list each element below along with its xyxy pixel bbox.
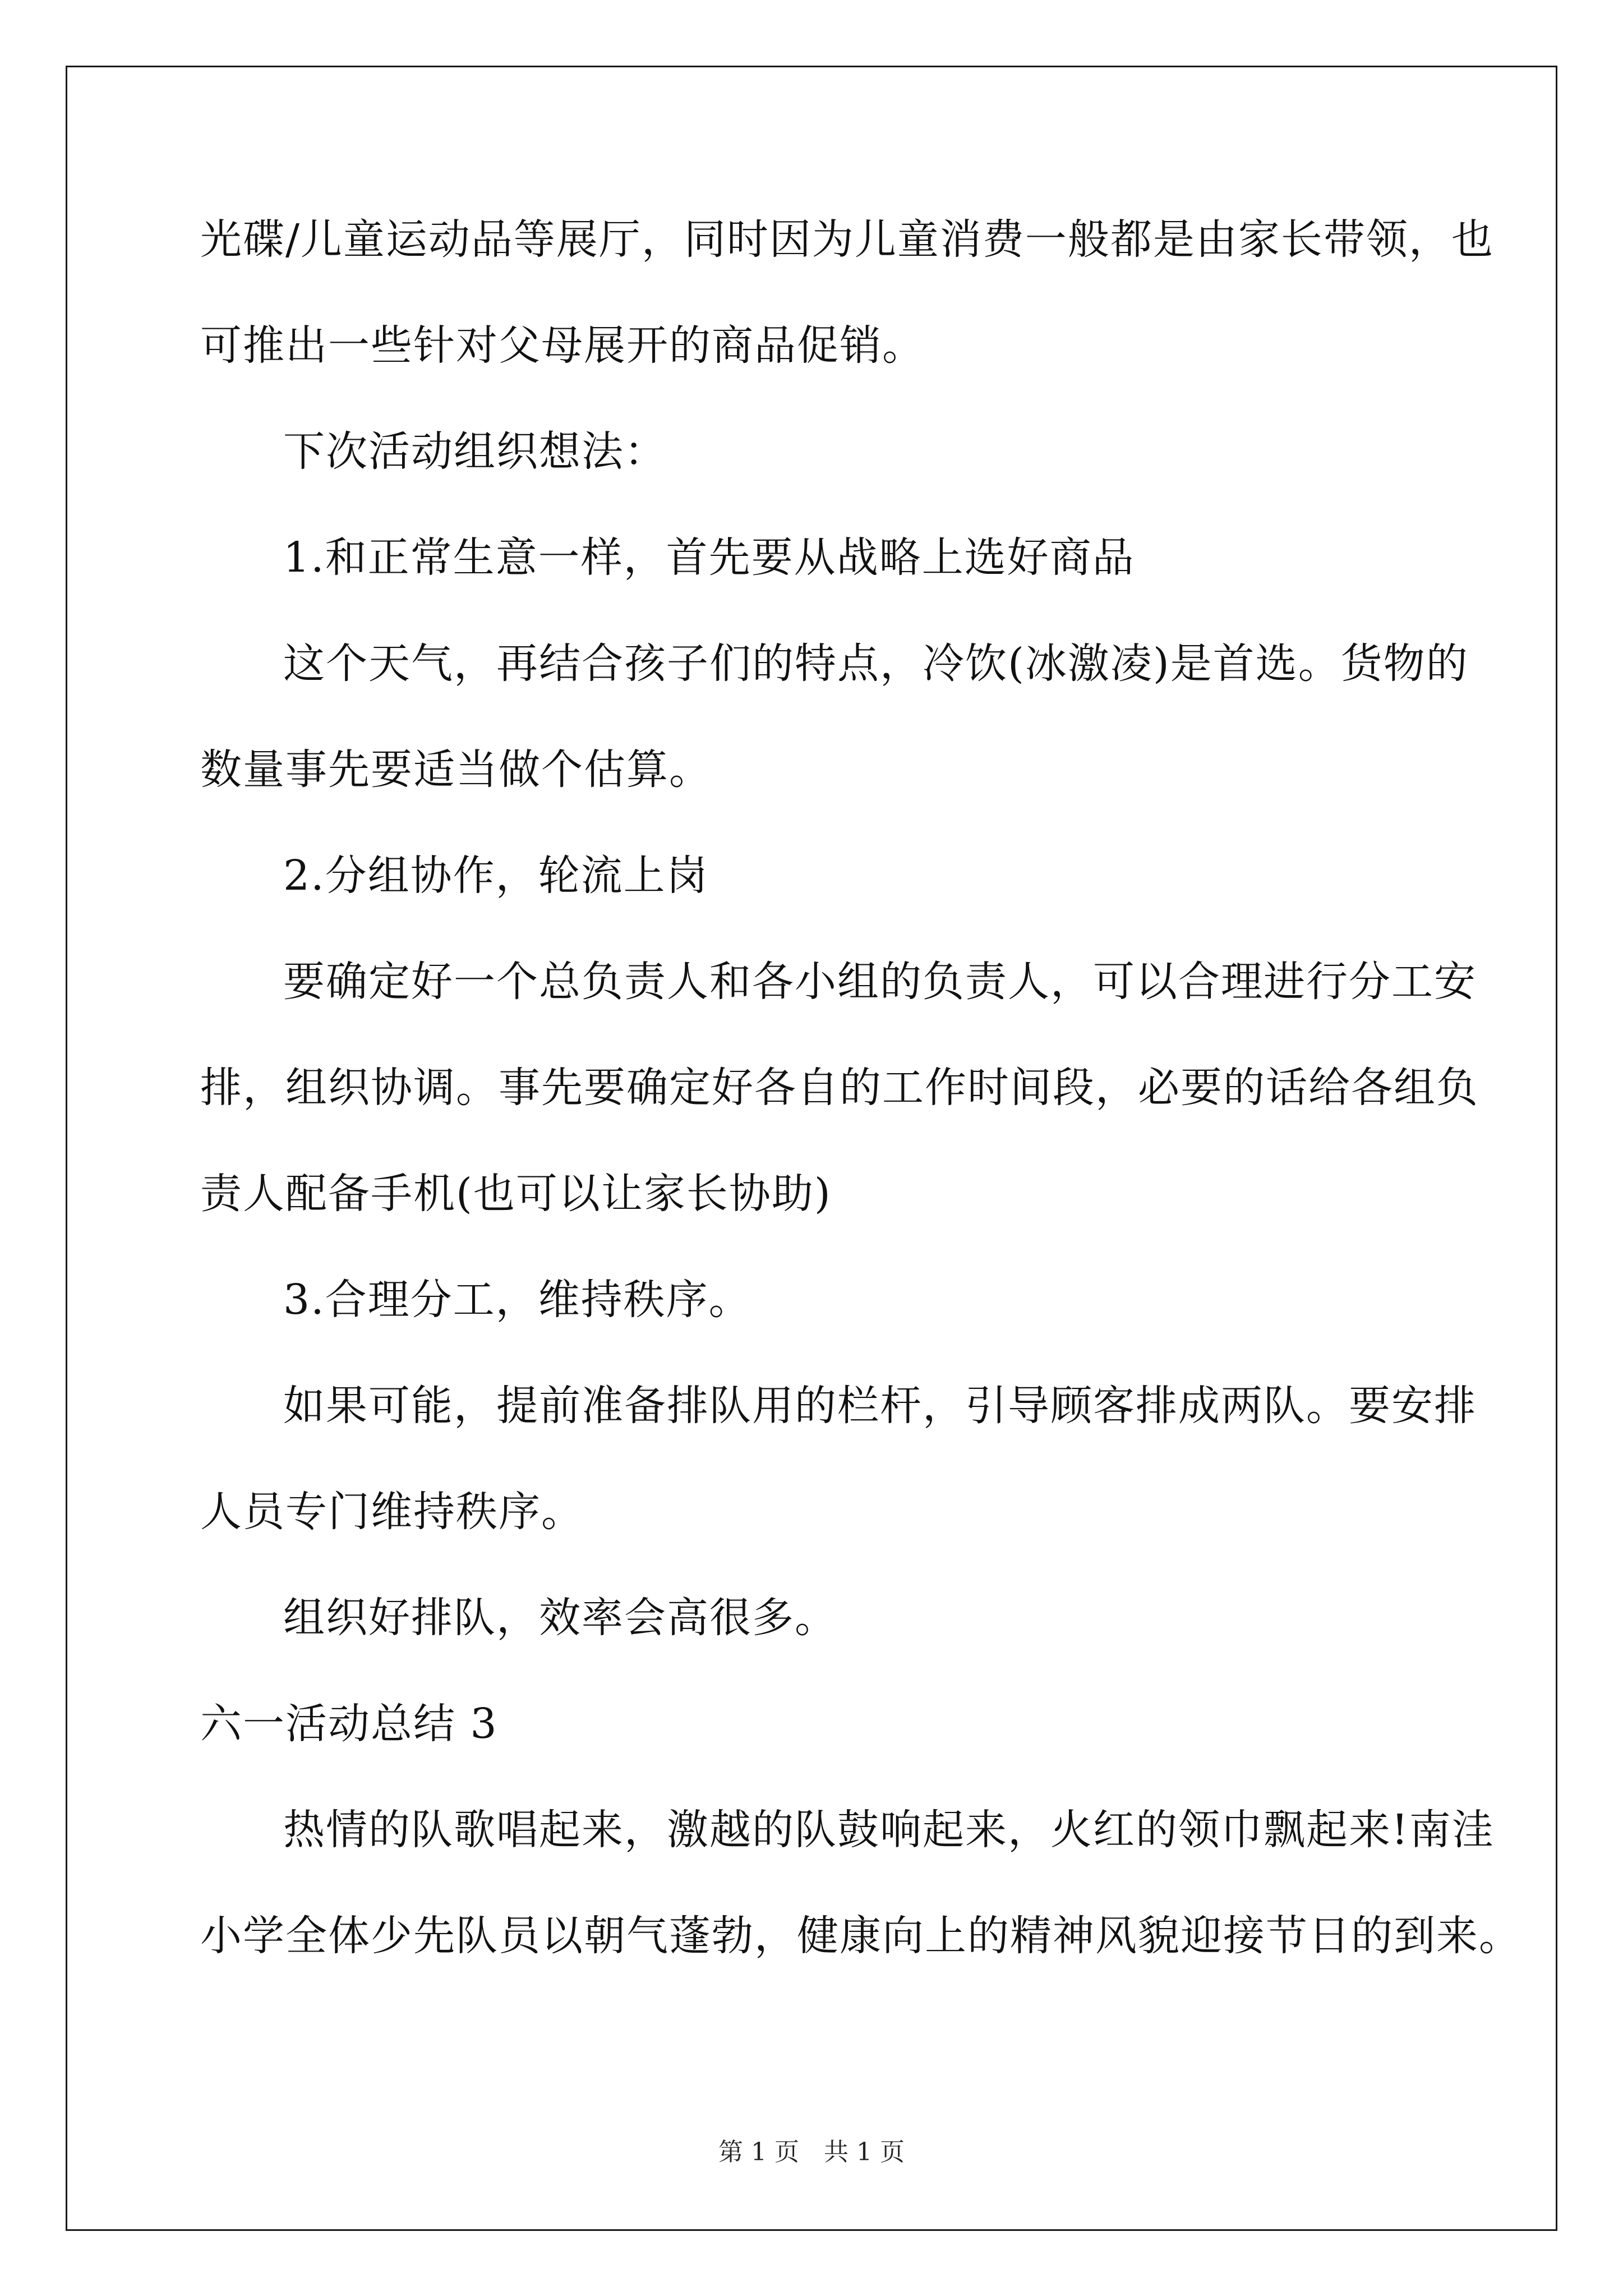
paragraph-line: 可推出一些针对父母展开的商品促销。	[200, 321, 925, 370]
list-item-heading: 2.分组协作，轮流上岗	[283, 852, 709, 900]
section-title: 六一活动总结 3	[200, 1700, 498, 1748]
paragraph-line: 热情的队歌唱起来，激越的队鼓响起来，火红的领巾飘起来!南洼	[283, 1806, 1495, 1854]
page-footer: 第 1 页 共 1 页	[718, 2138, 905, 2166]
paragraph-line: 组织好排队，效率会高很多。	[283, 1594, 837, 1642]
paragraph-line: 如果可能，提前准备排队用的栏杆，引导顾客排成两队。要安排	[283, 1382, 1477, 1430]
paragraph-line: 数量事先要适当做个估算。	[200, 746, 712, 794]
paragraph-line: 排，组织协调。事先要确定好各自的工作时间段，必要的话给各组负	[200, 1064, 1479, 1112]
paragraph-line: 责人配备手机(也可以让家长协助)	[200, 1170, 832, 1218]
paragraph-line: 要确定好一个总负责人和各小组的负责人，可以合理进行分工安	[283, 958, 1477, 1006]
paragraph-line: 小学全体少先队员以朝气蓬勃，健康向上的精神风貌迎接节日的到来。	[200, 1912, 1521, 1960]
paragraph-line: 人员专门维持秩序。	[200, 1488, 584, 1536]
document-body	[200, 215, 1521, 2021]
list-item-heading: 1.和正常生意一样，首先要从战略上选好商品	[283, 533, 1135, 582]
paragraph-line: 这个天气，再结合孩子们的特点，冷饮(冰激凌)是首选。货物的	[283, 639, 1469, 688]
paragraph-line: 光碟/儿童运动品等展厅，同时因为儿童消费一般都是由家长带领，也	[200, 215, 1494, 264]
section-heading: 下次活动组织想法：	[283, 427, 667, 476]
list-item-heading: 3.合理分工，维持秩序。	[283, 1276, 751, 1324]
